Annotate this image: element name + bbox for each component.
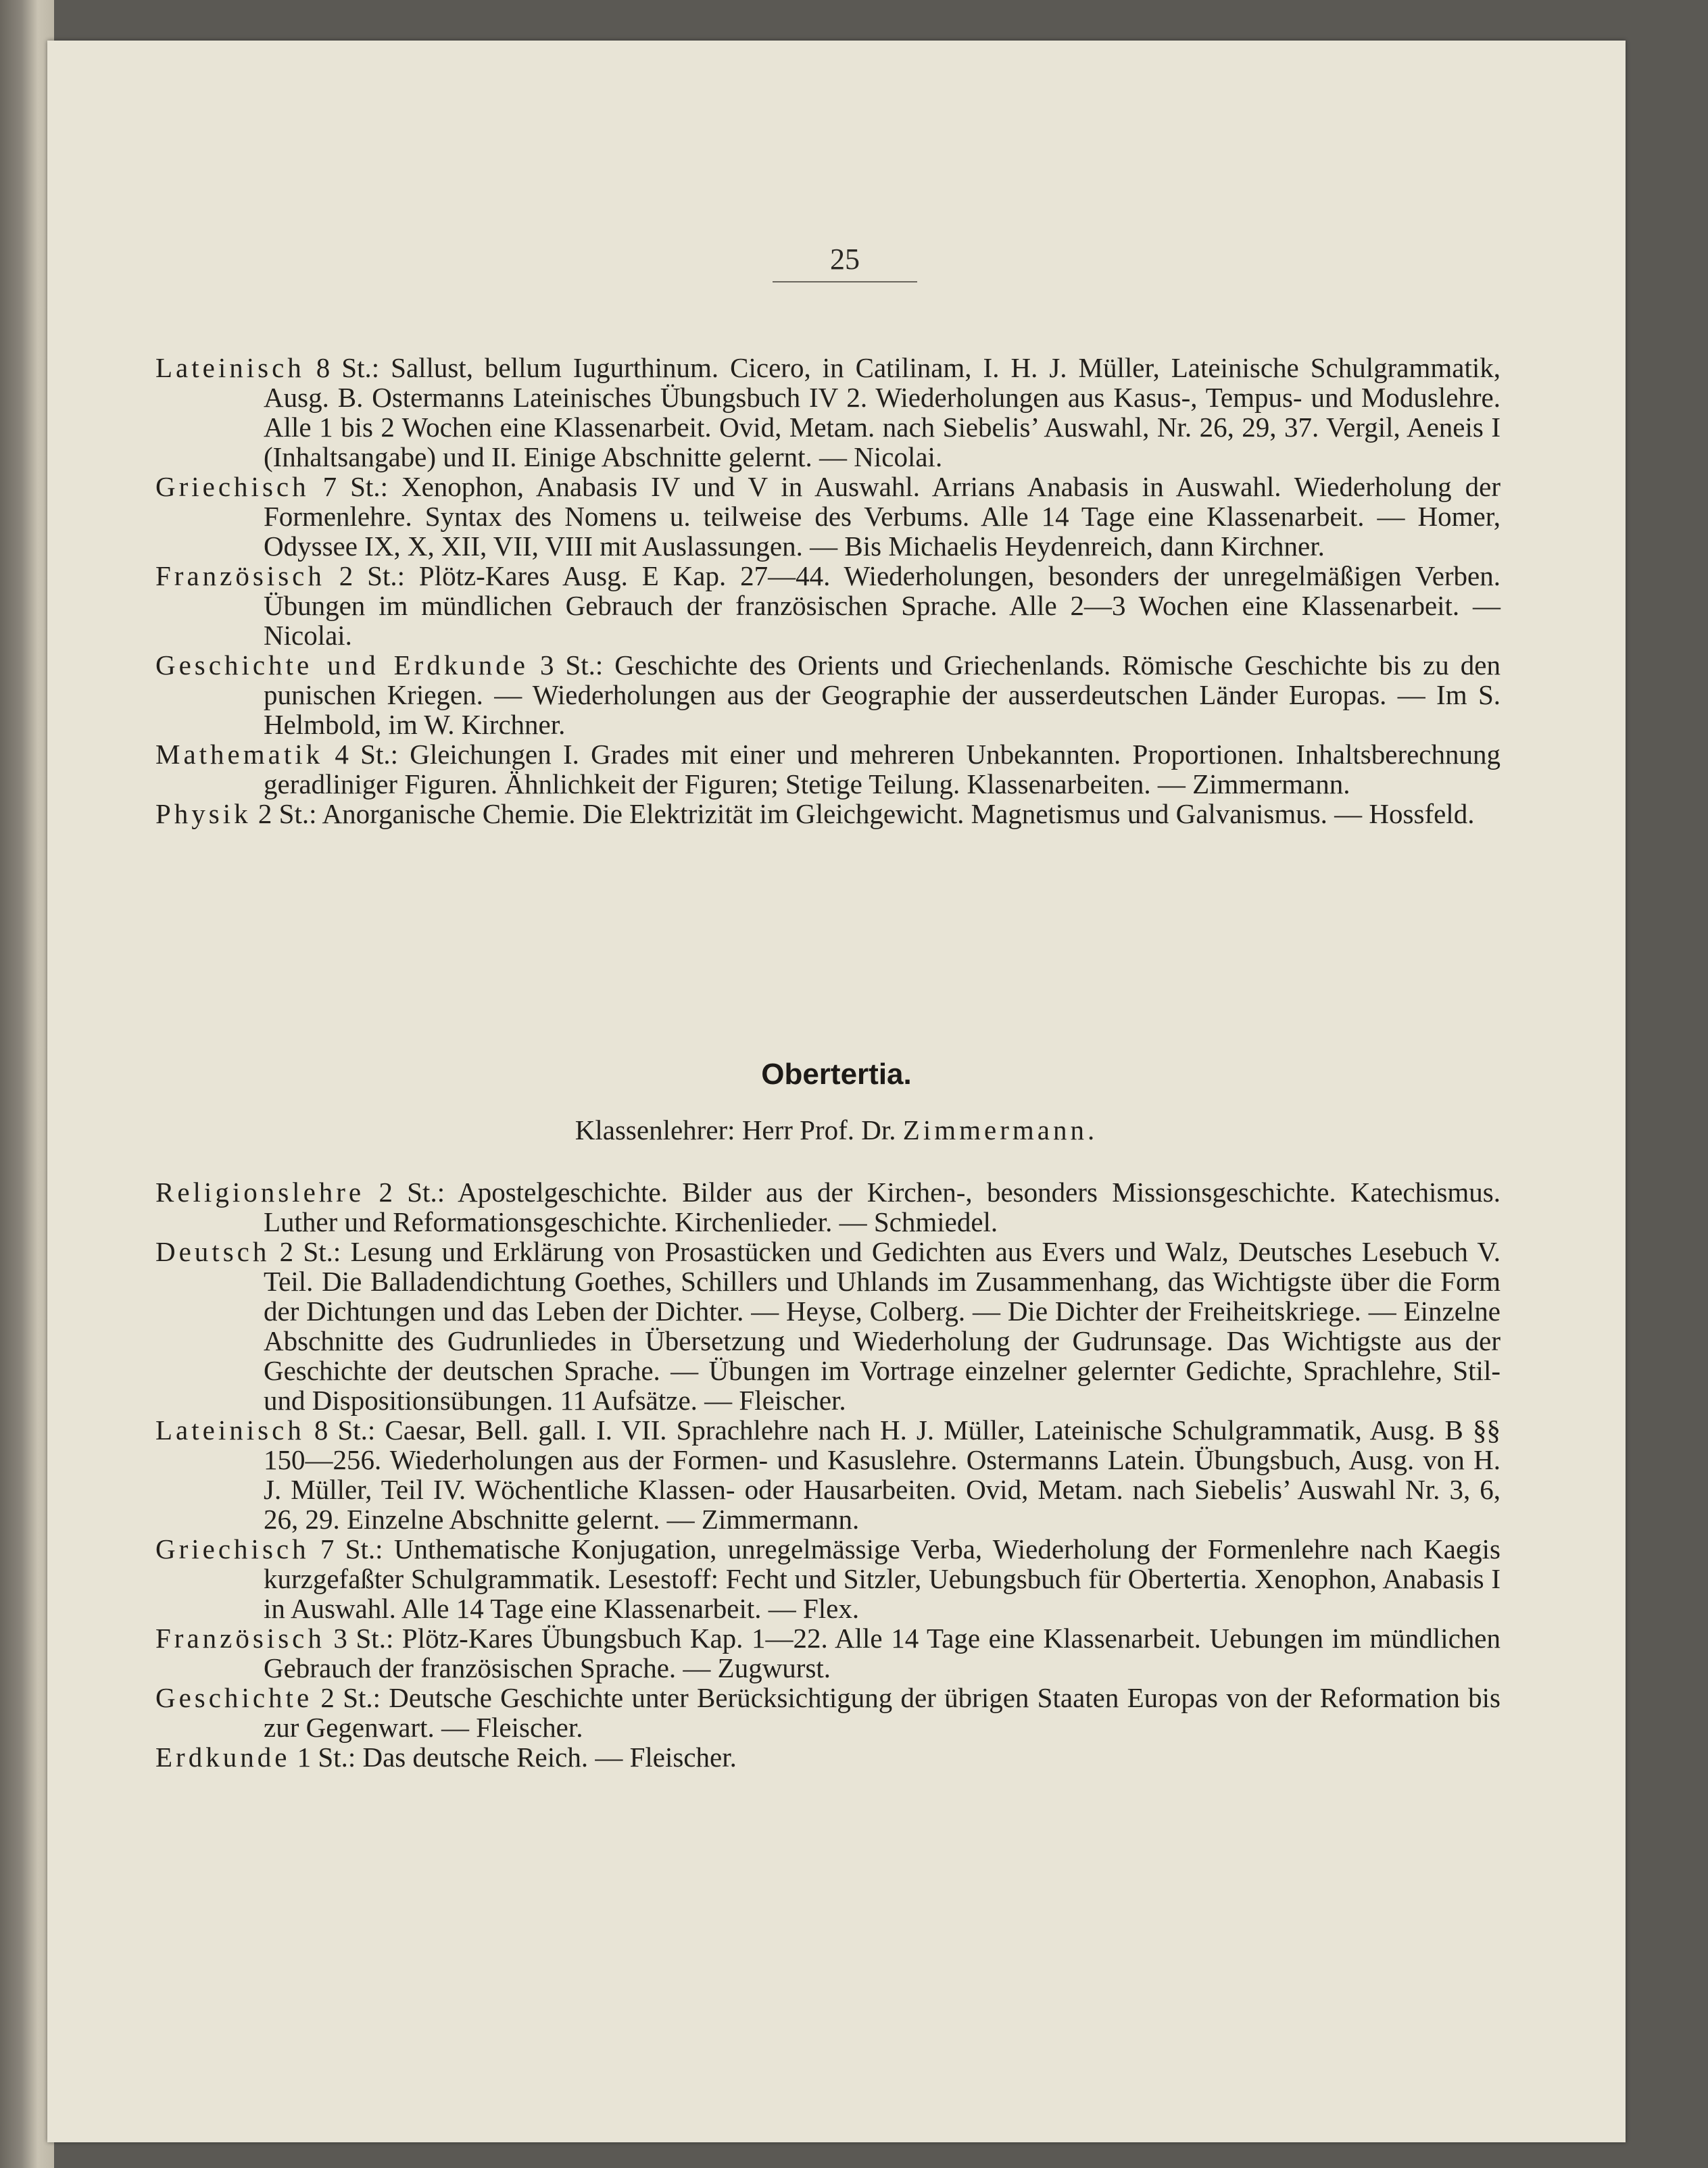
subject-description: 3 St.: Plötz-Kares Übungsbuch Kap. 1—22. Alle 14 Tage eine Klassenarbeit. Uebungen im mündlichen Gebrauch der französischen Sprache. — Zugwurst. xyxy=(264,1623,1500,1683)
subject-name: Lateinisch xyxy=(155,352,305,383)
subject-entry xyxy=(155,799,1500,829)
section-heading: Obertertia. xyxy=(761,1058,912,1091)
subject-entry xyxy=(155,739,1500,799)
subject-name: Physik xyxy=(155,798,251,829)
curriculum-section-obertertia xyxy=(155,1177,1500,1772)
subject-name: Griechisch xyxy=(155,471,310,502)
subject-entry xyxy=(155,1683,1500,1742)
subject-entry xyxy=(155,1534,1500,1623)
subject-name: Mathematik xyxy=(155,739,324,770)
document-page xyxy=(47,41,1626,2142)
subject-name: Französisch xyxy=(155,1623,325,1654)
subject-description: 7 St.: Unthematische Konjugation, unregelmässige Verba, Wiederholung der Formenlehre nach Kaegis kurzgefaßter Schulgrammatik. Lesestoff: Fecht und Sitzler, Uebungsbuch für Obertertia. Xenophon, Anabasis I in Auswahl. Alle 14 Tage eine Klassenarbeit. — Flex. xyxy=(264,1533,1500,1624)
subject-name: Erdkunde xyxy=(155,1742,291,1773)
subject-name: Religionslehre xyxy=(155,1177,365,1208)
subject-description: 2 St.: Anorganische Chemie. Die Elektrizität im Gleichgewicht. Magnetismus und Galvanismus. — Hossfeld. xyxy=(251,798,1475,829)
subject-name: Französisch xyxy=(155,560,325,591)
subject-entry xyxy=(155,650,1500,739)
curriculum-section-previous-class xyxy=(155,353,1500,829)
subject-description: 4 St.: Gleichungen I. Grades mit einer und mehreren Unbekannten. Proportionen. Inhaltsberechnung geradliniger Figuren. Ähnlichkeit der Figuren; Stetige Teilung. Klassenarbeiten. — Zimmermann. xyxy=(264,739,1500,799)
subject-description: 8 St.: Sallust, bellum Iugurthinum. Cicero, in Catilinam, I. H. J. Müller, Lateinische Schulgrammatik, Ausg. B. Ostermanns Lateinisches Übungsbuch IV 2. Wiederholungen aus Kasus-, Tempus- und Moduslehre. Alle 1 bis 2 Wochen eine Klassenarbeit. Ovid, Metam. nach Siebelis’ Auswahl, Nr. 26, 29, 37. Vergil, Aeneis I (Inhaltsangabe) und II. Einige Abschnitte gelernt. — Nicolai. xyxy=(264,352,1500,472)
subject-entry xyxy=(155,1237,1500,1415)
subject-name: Geschichte xyxy=(155,1682,313,1713)
class-teacher-name: Zimmermann. xyxy=(902,1114,1098,1145)
subject-description: 3 St.: Geschichte des Orients und Griechenlands. Römische Geschichte bis zu den punischen Kriegen. — Wiederholungen aus der Geographie der ausserdeutschen Länder Europas. — Im S. Helmbold, im W. Kirchner. xyxy=(264,649,1500,740)
class-teacher-label: Klassenlehrer: Herr Prof. Dr. xyxy=(575,1114,903,1145)
subject-entry xyxy=(155,1177,1500,1237)
subject-entry xyxy=(155,561,1500,650)
page-number: 25 xyxy=(830,243,860,276)
subject-entry xyxy=(155,1415,1500,1534)
subject-name: Lateinisch xyxy=(155,1414,305,1446)
subject-entry xyxy=(155,1742,1500,1772)
subject-entry xyxy=(155,1623,1500,1683)
subject-name: Deutsch xyxy=(155,1236,270,1267)
subject-name: Geschichte und Erdkunde xyxy=(155,649,529,681)
page-number-rule xyxy=(773,281,917,282)
subject-description: 2 St.: Deutsche Geschichte unter Berücksichtigung der übrigen Staaten Europas von der Reformation bis zur Gegenwart. — Fleischer. xyxy=(264,1682,1500,1743)
subject-description: 8 St.: Caesar, Bell. gall. I. VII. Sprachlehre nach H. J. Müller, Lateinische Schulgrammatik, Ausg. B §§ 150—256. Wiederholungen aus der Formen- und Kasuslehre. Ostermanns Latein. Übungsbuch, Ausg. von H. J. Müller, Teil IV. Wöchentliche Klassen- oder Hausarbeiten. Ovid, Metam. nach Siebelis’ Auswahl Nr. 3, 6, 26, 29. Einzelne Abschnitte gelernt. — Zimmermann. xyxy=(264,1414,1500,1535)
subject-description: 2 St.: Lesung und Erklärung von Prosastücken und Gedichten aus Evers und Walz, Deutsches Lesebuch V. Teil. Die Balladendichtung Goethes, Schillers und Uhlands im Zusammenhang, das Wichtigste über die Form der Dichtungen und das Leben der Dichter. — Heyse, Colberg. — Die Dichter der Freiheitskriege. — Einzelne Abschnitte des Gudrunliedes in Übersetzung und Wiederholung der Gudrunsage. Das Wichtigste aus der Geschichte der deutschen Sprache. — Übungen im Vortrage einzelner gelernter Gedichte, Sprachlehre, Stil- und Dispositionsübungen. 11 Aufsätze. — Fleischer. xyxy=(264,1236,1500,1416)
subject-description: 7 St.: Xenophon, Anabasis IV und V in Auswahl. Arrians Anabasis in Auswahl. Wiederholung der Formenlehre. Syntax des Nomens u. teilweise des Verbums. Alle 14 Tage eine Klassenarbeit. — Homer, Odyssee IX, X, XII, VII, VIII mit Auslassungen. — Bis Michaelis Heydenreich, dann Kirchner. xyxy=(264,471,1500,562)
class-teacher-line xyxy=(47,1114,1626,1146)
subject-description: 2 St.: Plötz-Kares Ausg. E Kap. 27—44. Wiederholungen, besonders der unregelmäßigen Verben. Übungen im mündlichen Gebrauch der französischen Sprache. Alle 2—3 Wochen eine Klassenarbeit. — Nicolai. xyxy=(264,560,1500,651)
subject-entry xyxy=(155,472,1500,561)
subject-name: Griechisch xyxy=(155,1533,310,1565)
subject-entry xyxy=(155,353,1500,472)
subject-description: 2 St.: Apostelgeschichte. Bilder aus der Kirchen-, besonders Missionsgeschichte. Katechismus. Luther und Reformationsgeschichte. Kirchenlieder. — Schmiedel. xyxy=(264,1177,1500,1237)
book-cover-edge xyxy=(0,0,54,2168)
subject-description: 1 St.: Das deutsche Reich. — Fleischer. xyxy=(290,1742,737,1773)
